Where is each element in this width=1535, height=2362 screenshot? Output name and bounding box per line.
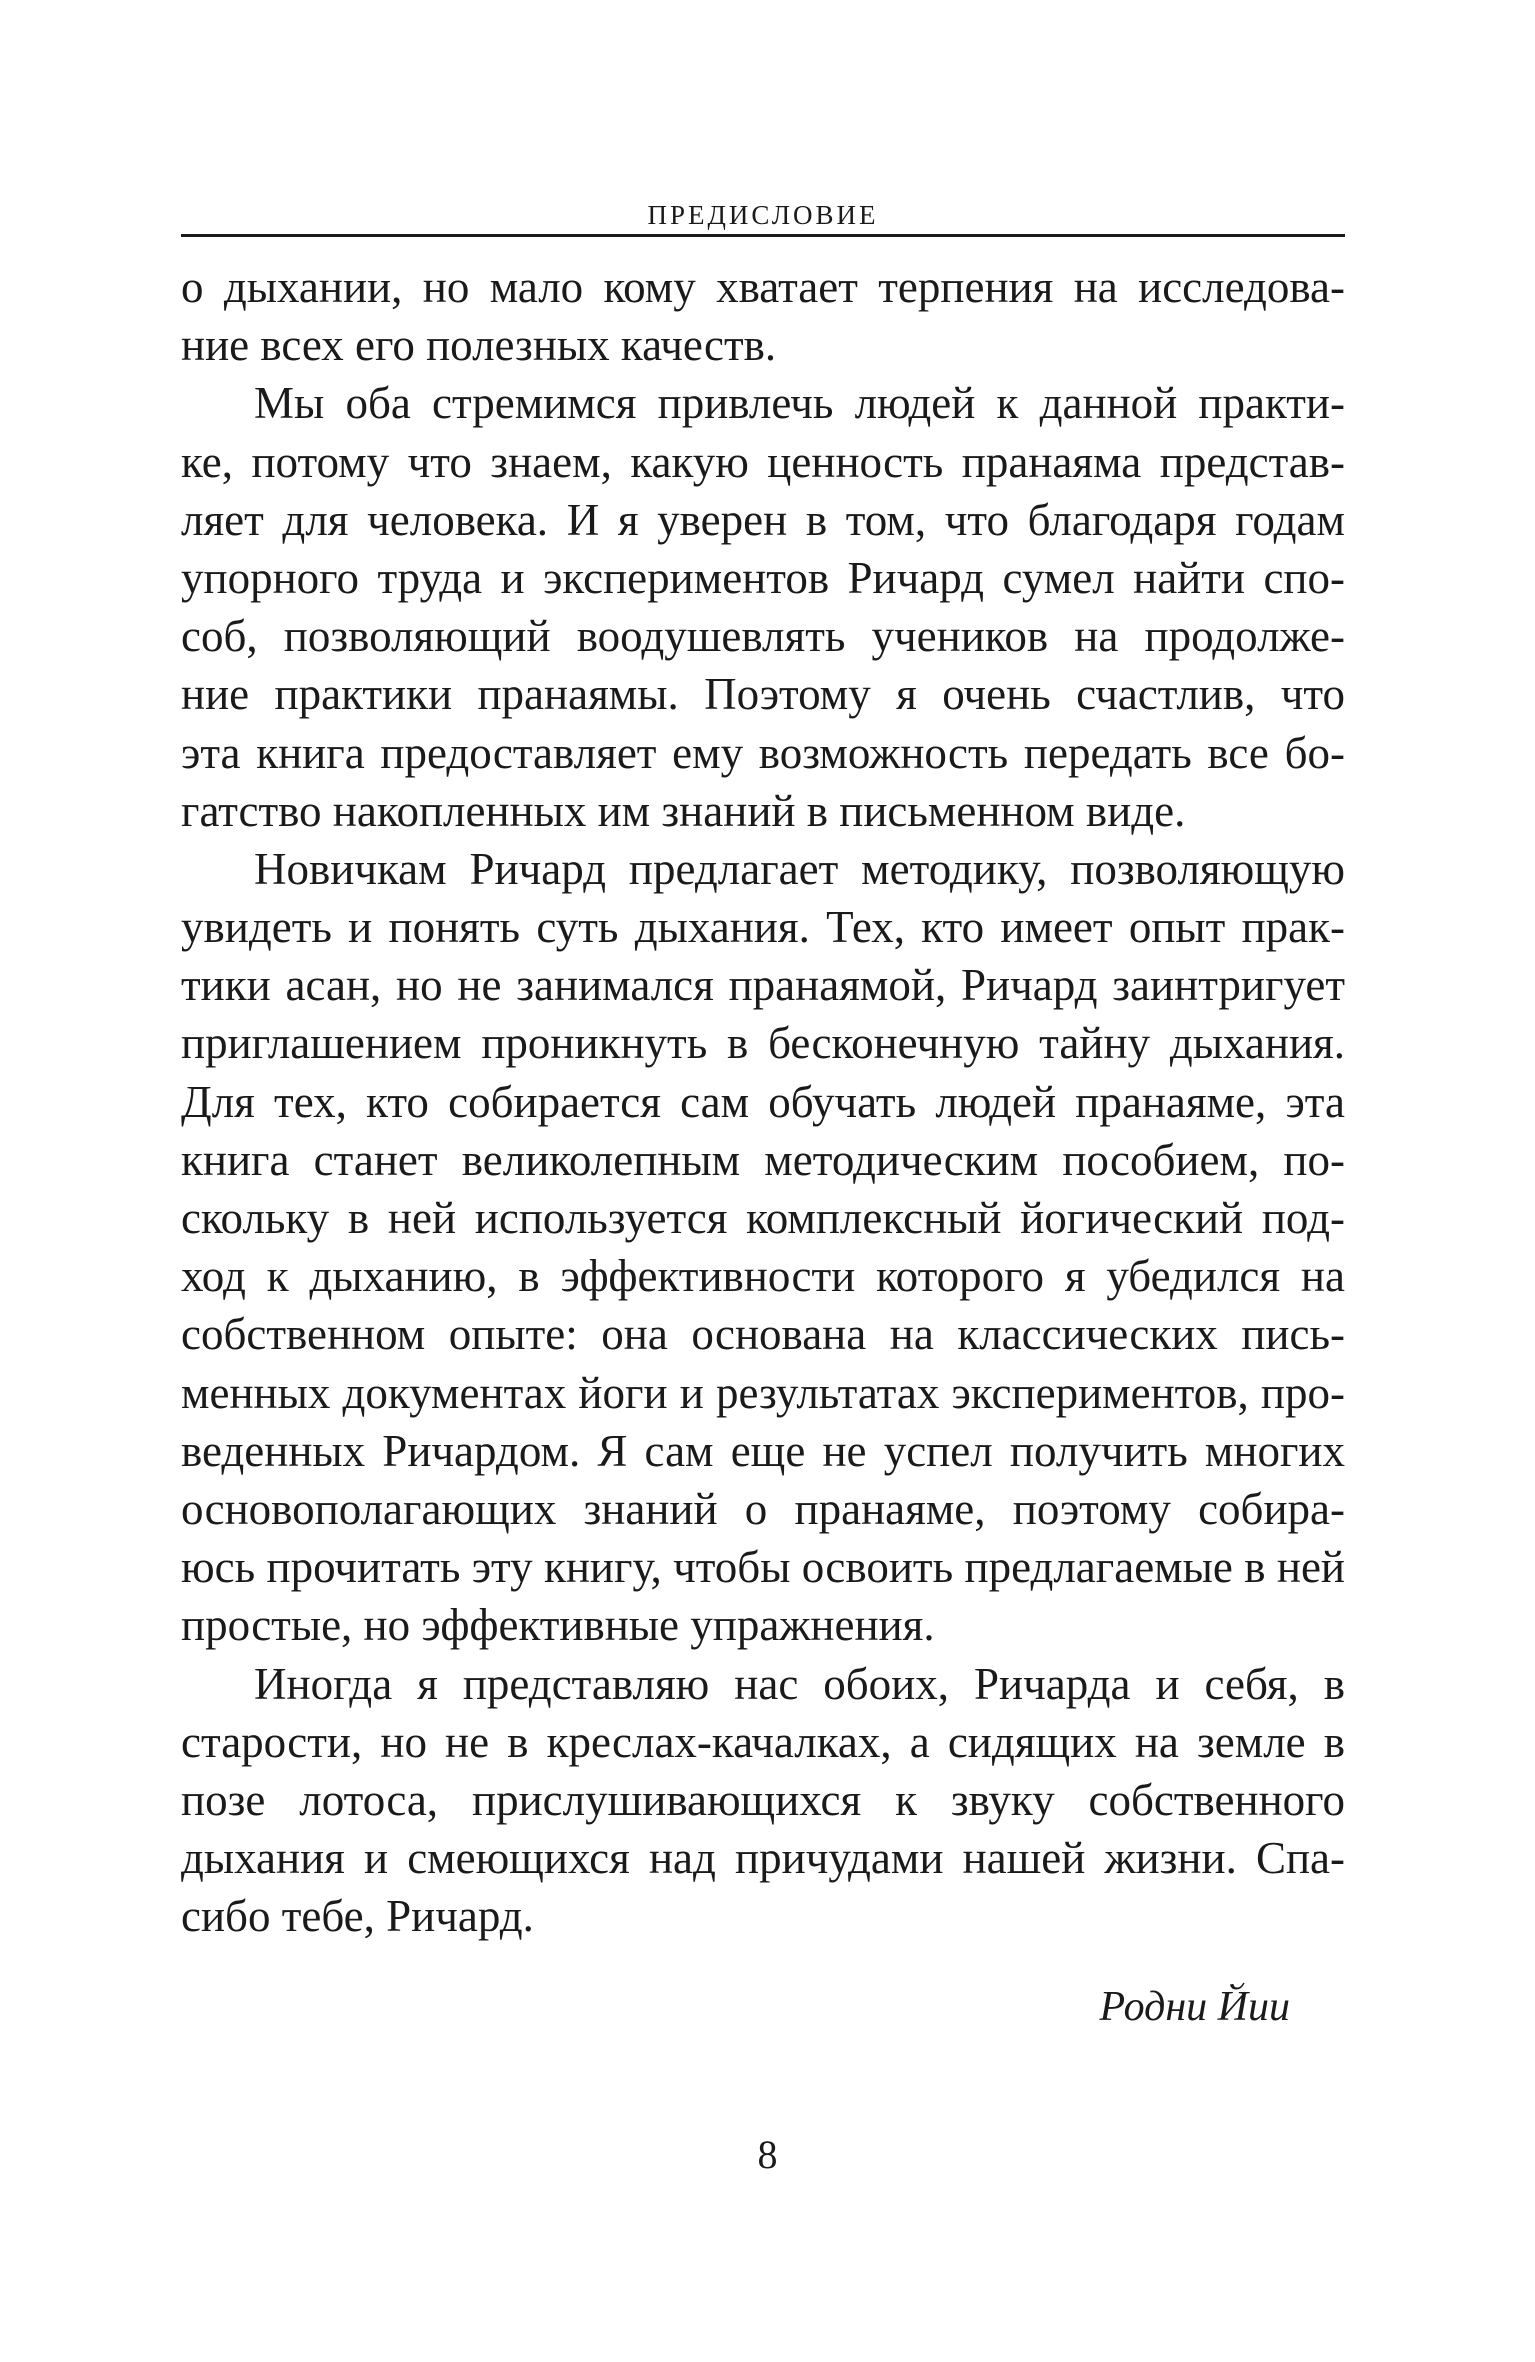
text-line: сибо тебе, Ричард.	[181, 1891, 534, 1942]
running-header: ПРЕДИСЛОВИЕ	[647, 200, 879, 230]
text-line: увидеть и понять суть дыхания. Тех, кто имеет опыт прак-	[181, 902, 1345, 953]
paragraph	[181, 258, 1345, 374]
page-number: 8	[757, 2132, 778, 2177]
text-line: Мы оба стремимся привлечь людей к данной практи-	[254, 378, 1345, 429]
text-line: веденных Ричардом. Я сам еще не успел получить многих	[181, 1425, 1345, 1476]
text-line: упорного труда и экспериментов Ричард сумел найти спо-	[181, 552, 1345, 603]
text-line: основополагающих знаний о пранаяме, поэтому собира-	[181, 1483, 1345, 1534]
paragraph	[181, 1655, 1345, 1946]
text-line: ние всех его полезных качеств.	[181, 320, 777, 371]
header-rule	[181, 234, 1345, 237]
author-signature: Родни Йии	[1099, 1984, 1290, 2030]
text-line: Иногда я представляю нас обоих, Ричарда и себя, в	[254, 1658, 1345, 1709]
text-line: юсь прочитать эту книгу, чтобы освоить предлагаемые в ней	[181, 1542, 1345, 1593]
text-line: ход к дыханию, в эффективности которого я убедился на	[181, 1251, 1345, 1302]
paragraph	[181, 840, 1345, 1655]
text-line: эта книга предоставляет ему возможность передать все бо-	[181, 727, 1345, 778]
text-line: гатство накопленных им знаний в письменном виде.	[181, 785, 1186, 836]
text-line: старости, но не в креслах-качалках, а сидящих на земле в	[181, 1716, 1345, 1767]
text-line: скольку в ней используется комплексный йогический под-	[181, 1193, 1345, 1243]
text-line: простые, но эффективные упражнения.	[181, 1600, 935, 1651]
text-line: дыхания и смеющихся над причудами нашей жизни. Спа-	[181, 1833, 1345, 1884]
text-line: Для тех, кто собирается сам обучать людей пранаяме, эта	[181, 1076, 1345, 1127]
paragraph	[181, 374, 1345, 840]
text-line: менных документах йоги и результатах экспериментов, про-	[181, 1367, 1345, 1418]
text-line: соб, позволяющий воодушевлять учеников на продолже-	[181, 611, 1345, 662]
text-line: ке, потому что знаем, какую ценность пранаяма представ-	[181, 436, 1345, 487]
body-text	[181, 258, 1345, 1945]
text-line: ние практики пранаямы. Поэтому я очень счастлив, что	[181, 669, 1345, 720]
text-line: собственном опыте: она основана на классических пись-	[181, 1309, 1345, 1360]
text-line: о дыхании, но мало кому хватает терпения на исследова-	[181, 262, 1345, 312]
text-line: тики асан, но не занимался пранаямой, Ричард заинтригует	[181, 960, 1345, 1011]
text-line: приглашением проникнуть в бесконечную тайну дыхания.	[181, 1018, 1345, 1069]
text-line: позе лотоса, прислушивающихся к звуку собственного	[181, 1774, 1345, 1825]
text-line: ляет для человека. И я уверен в том, что благодаря годам	[181, 494, 1345, 545]
text-line: книга станет великолепным методическим пособием, по-	[181, 1134, 1345, 1185]
text-line: Новичкам Ричард предлагает методику, позволяющую	[254, 843, 1345, 894]
